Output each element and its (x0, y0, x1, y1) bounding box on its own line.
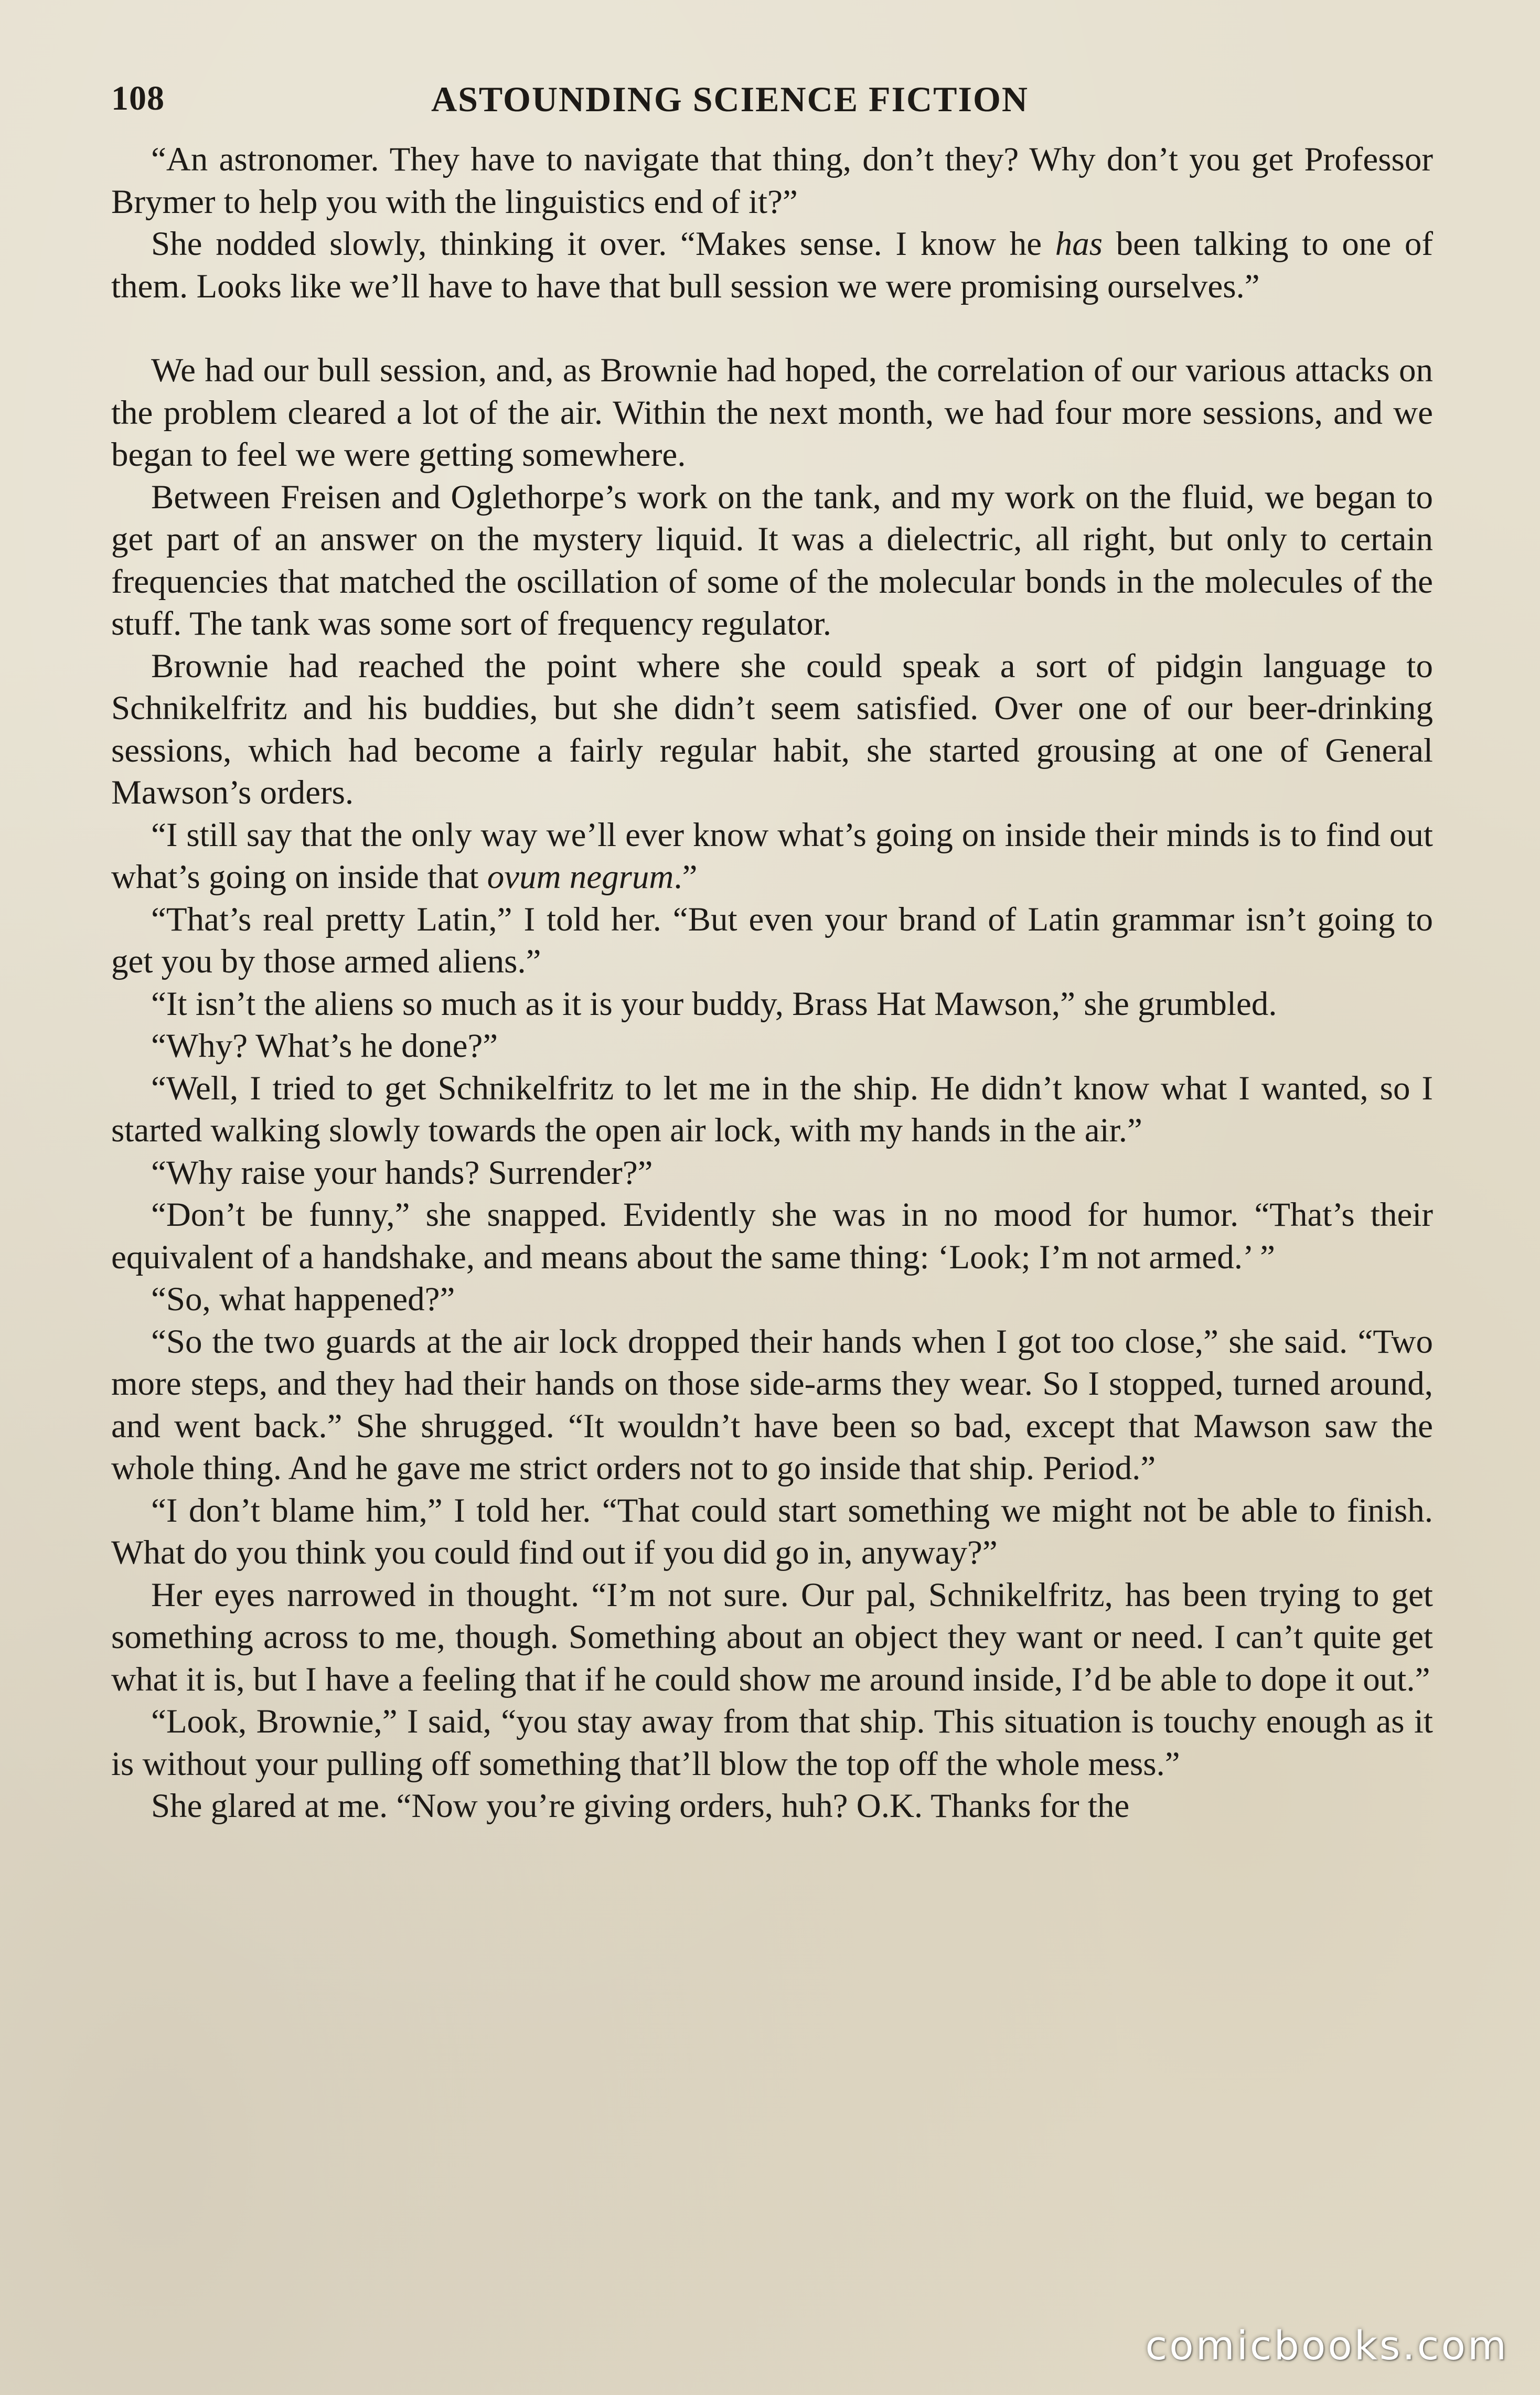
paragraph: Brownie had reached the point where she could speak a sort of pidgin language to Schnikelfritz and his buddies, but she didn’t seem satisfied. Over one of our beer-drinking sessions, which had become a fairly regular habit, she started grousing at one of General Mawson’s orders. (111, 647, 1433, 811)
paragraph: “Well, I tried to get Schnikelfritz to let me in the ship. He didn’t know what I wanted, so I started walking slowly towards the open air lock, with my hands in the air.” (111, 1069, 1433, 1149)
watermark-logo: comicbooks.com (1145, 2322, 1509, 2369)
paragraph: “Look, Brownie,” I said, “you stay away from that ship. This situation is touchy enough as it is without your pulling off something that’ll blow the top off the whole mess.” (111, 1703, 1433, 1783)
body-text (111, 138, 1433, 1827)
running-head: ASTOUNDING SCIENCE FICTION (431, 79, 1029, 119)
paragraph: Her eyes narrowed in thought. “I’m not sure. Our pal, Schnikelfritz, has been trying to get something across to me, though. Something about an object they want or need. I can’t quite get what it is, but I have a feeling that if he could show me around inside, I’d be able to dope it out.” (111, 1576, 1433, 1698)
paragraph: We had our bull session, and, as Brownie had hoped, the correlation of our various attacks on the problem cleared a lot of the air. Within the next month, we had four more sessions, and we began to feel we were getting somewhere. (111, 351, 1433, 474)
paragraph-with-emphasis (111, 814, 1433, 899)
paragraph-with-emphasis (111, 223, 1433, 307)
emphasis-text: has (1055, 225, 1103, 263)
paragraph: “That’s real pretty Latin,” I told her. “But even your brand of Latin grammar isn’t going to get you by those armed aliens.” (111, 900, 1433, 980)
page-header (111, 79, 1433, 129)
paragraph: “Why raise your hands? Surrender?” (151, 1153, 653, 1192)
paragraph: “So, what happened?” (151, 1280, 455, 1318)
paragraph: She glared at me. “Now you’re giving orders, huh? O.K. Thanks for the (151, 1787, 1130, 1825)
book-page (111, 79, 1433, 1827)
paragraph: “Don’t be funny,” she snapped. Evidently she was in no mood for humor. “That’s their equivalent of a handshake, and means about the same thing: ‘Look; I’m not armed.’ ” (111, 1196, 1433, 1276)
paragraph: “Why? What’s he done?” (151, 1027, 498, 1065)
paragraph-part: .” (673, 858, 698, 896)
paragraph: “I don’t blame him,” I told her. “That could start something we might not be able to finish. What do you think you could find out if you did go in, anyway?” (111, 1491, 1433, 1571)
page-number: 108 (111, 79, 165, 117)
paragraph-part: been talking to one of them. Looks like we’ll have to have that bull session we were promising ourselves.” (111, 225, 1433, 305)
paragraph: Between Freisen and Oglethorpe’s work on the tank, and my work on the fluid, we began to get part of an answer on the mystery liquid. It was a dielectric, all right, but only to certain frequencies that matched the oscillation of some of the molecular bonds in the molecules of the stuff. The tank was some sort of frequency regulator. (111, 478, 1433, 643)
paragraph: “It isn’t the aliens so much as it is your buddy, Brass Hat Mawson,” she grumbled. (151, 985, 1277, 1023)
paragraph-part: “I still say that the only way we’ll ever know what’s going on inside their minds is to find out what’s going on inside that (111, 816, 1433, 896)
paragraph-part: She nodded slowly, thinking it over. “Makes sense. I know he (151, 225, 1055, 263)
paragraph: “An astronomer. They have to navigate that thing, don’t they? Why don’t you get Professor Brymer to help you with the linguistics end of it?” (111, 141, 1433, 221)
emphasis-text: ovum negrum (487, 858, 674, 896)
paragraph: “So the two guards at the air lock dropped their hands when I got too close,” she said. “Two more steps, and they had their hands on those side-arms they wear. So I stopped, turned around, and went back.” She shrugged. “It wouldn’t have been so bad, except that Mawson saw the whole thing. And he gave me strict orders not to go inside that ship. Period.” (111, 1322, 1433, 1487)
